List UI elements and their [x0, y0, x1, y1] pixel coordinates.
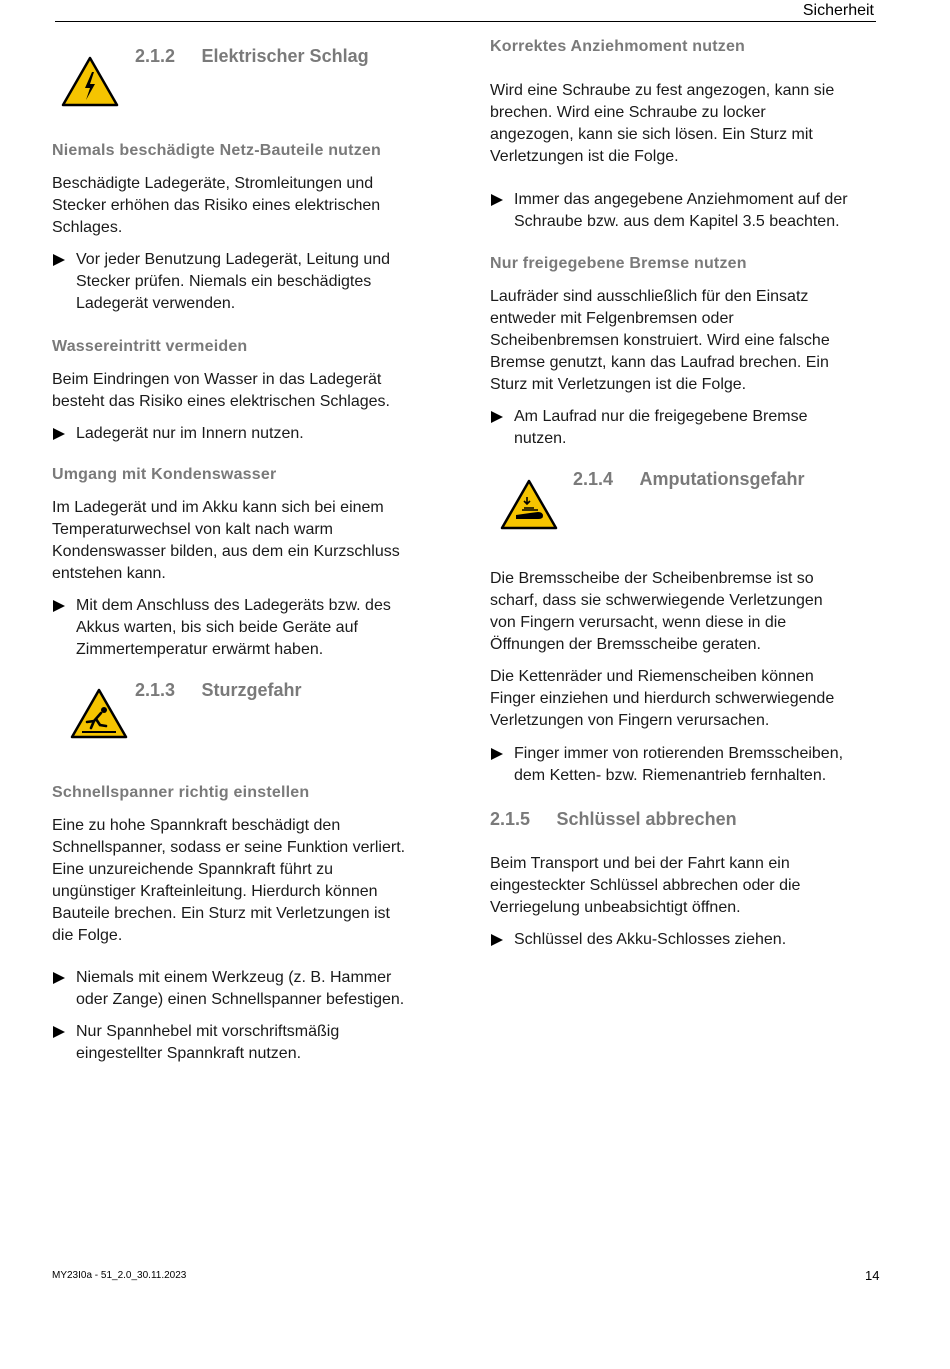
- bullet-arrow-icon: [53, 428, 65, 440]
- bullet-arrow-icon: [491, 934, 503, 946]
- footer-document-id: MY23I0a - 51_2.0_30.11.2023: [52, 1270, 187, 1281]
- paragraph: Die Bremsscheibe der Scheibenbremse ist so scharf, dass sie schwerwiegende Verletzungen von Fingern verursacht, wenn diese in die Öffnungen der Bremsscheibe geraten.: [490, 570, 823, 653]
- section-2-1-5-heading: [490, 809, 737, 830]
- instruction-bullet: Niemals mit einem Werkzeug (z. B. Hammer oder Zange) einen Schnellspanner befestigen.: [52, 967, 404, 1011]
- subheading: Umgang mit Kondenswasser: [52, 466, 277, 483]
- bullet-arrow-icon: [491, 194, 503, 206]
- instruction-bullet: Nur Spannhebel mit vorschriftsmäßig eingestellter Spannkraft nutzen.: [52, 1021, 339, 1065]
- header-rule: [55, 21, 876, 22]
- header-section-title: Sicherheit: [802, 2, 874, 19]
- instruction-bullet: Am Laufrad nur die freigegebene Bremse nutzen.: [490, 406, 808, 450]
- section-2-1-3-heading: [135, 680, 302, 701]
- subheading: Niemals beschädigte Netz-Bauteile nutzen: [52, 142, 381, 159]
- amputation-hazard-warning-icon: [500, 479, 558, 530]
- bullet-arrow-icon: [491, 748, 503, 760]
- subheading: Schnellspanner richtig einstellen: [52, 784, 310, 801]
- paragraph: Beim Transport und bei der Fahrt kann ein eingesteckter Schlüssel abbrechen oder die Verriegelung unbeabsichtigt öffnen.: [490, 855, 801, 916]
- bullet-arrow-icon: [53, 600, 65, 612]
- instruction-bullet: Ladegerät nur im Innern nutzen.: [52, 423, 304, 445]
- instruction-bullet: Mit dem Anschluss des Ladegeräts bzw. des Akkus warten, bis sich beide Geräte auf Zimmertemperatur erwärmt haben.: [52, 595, 391, 661]
- electric-shock-warning-icon: [61, 56, 119, 107]
- section-title: Schlüssel abbrechen: [556, 809, 737, 829]
- section-number: 2.1.4: [573, 469, 614, 489]
- instruction-bullet: Finger immer von rotierenden Bremsscheiben, dem Ketten- bzw. Riemenantrieb fernhalten.: [490, 743, 843, 787]
- footer-page-number: 14: [865, 1268, 880, 1283]
- bullet-arrow-icon: [53, 1026, 65, 1038]
- section-title: Elektrischer Schlag: [201, 46, 369, 66]
- subheading: Nur freigegebene Bremse nutzen: [490, 255, 747, 272]
- instruction-bullet: Schlüssel des Akku-Schlosses ziehen.: [490, 929, 786, 951]
- section-2-1-4-heading: [573, 469, 805, 490]
- bullet-arrow-icon: [491, 411, 503, 423]
- instruction-bullet: Vor jeder Benutzung Ladegerät, Leitung und Stecker prüfen. Niemals ein beschädigtes Ladegerät verwenden.: [52, 249, 390, 315]
- paragraph: Beschädigte Ladegeräte, Stromleitungen und Stecker erhöhen das Risiko eines elektrischen Schlages.: [52, 175, 381, 236]
- section-number: 2.1.5: [490, 809, 531, 829]
- paragraph: Die Kettenräder und Riemenscheiben können Finger einziehen und hierdurch schwerwiegende Verletzungen von Fingern verursachen.: [490, 668, 835, 729]
- paragraph: Im Ladegerät und im Akku kann sich bei einem Temperaturwechsel von kalt nach warm Kondenswasser bilden, aus dem ein Kurzschluss entstehen kann.: [52, 499, 400, 582]
- paragraph: Beim Eindringen von Wasser in das Ladegerät besteht das Risiko eines elektrischen Schlages.: [52, 371, 390, 410]
- bullet-arrow-icon: [53, 972, 65, 984]
- paragraph: Laufräder sind ausschließlich für den Einsatz entweder mit Felgenbremsen oder Scheibenbremsen konstruiert. Wird eine falsche Bremse genutzt, kann das Laufrad brechen. Ein Sturz mit Verletzungen ist die Folge.: [490, 288, 830, 393]
- subheading: Korrektes Anziehmoment nutzen: [490, 38, 746, 55]
- subheading: Wassereintritt vermeiden: [52, 338, 248, 355]
- bullet-arrow-icon: [53, 254, 65, 266]
- section-title: Sturzgefahr: [201, 680, 302, 700]
- paragraph: Eine zu hohe Spannkraft beschädigt den Schnellspanner, sodass er seine Funktion verliert. Eine unzureichende Spannkraft führt zu ungünstiger Krafteinleitung. Hierdurch können Bauteile brechen. Ein Sturz mit Verletzungen ist die Folge.: [52, 817, 406, 944]
- instruction-bullet: Immer das angegebene Anziehmoment auf der Schraube bzw. aus dem Kapitel 3.5 beachten.: [490, 189, 848, 233]
- section-2-1-2-heading: [135, 46, 369, 67]
- section-number: 2.1.3: [135, 680, 176, 700]
- fall-hazard-warning-icon: [70, 688, 128, 739]
- paragraph: Wird eine Schraube zu fest angezogen, kann sie brechen. Wird eine Schraube zu locker angezogen, kann sie sich lösen. Ein Sturz mit Verletzungen ist die Folge.: [490, 82, 835, 165]
- section-number: 2.1.2: [135, 46, 176, 66]
- section-title: Amputationsgefahr: [639, 469, 805, 489]
